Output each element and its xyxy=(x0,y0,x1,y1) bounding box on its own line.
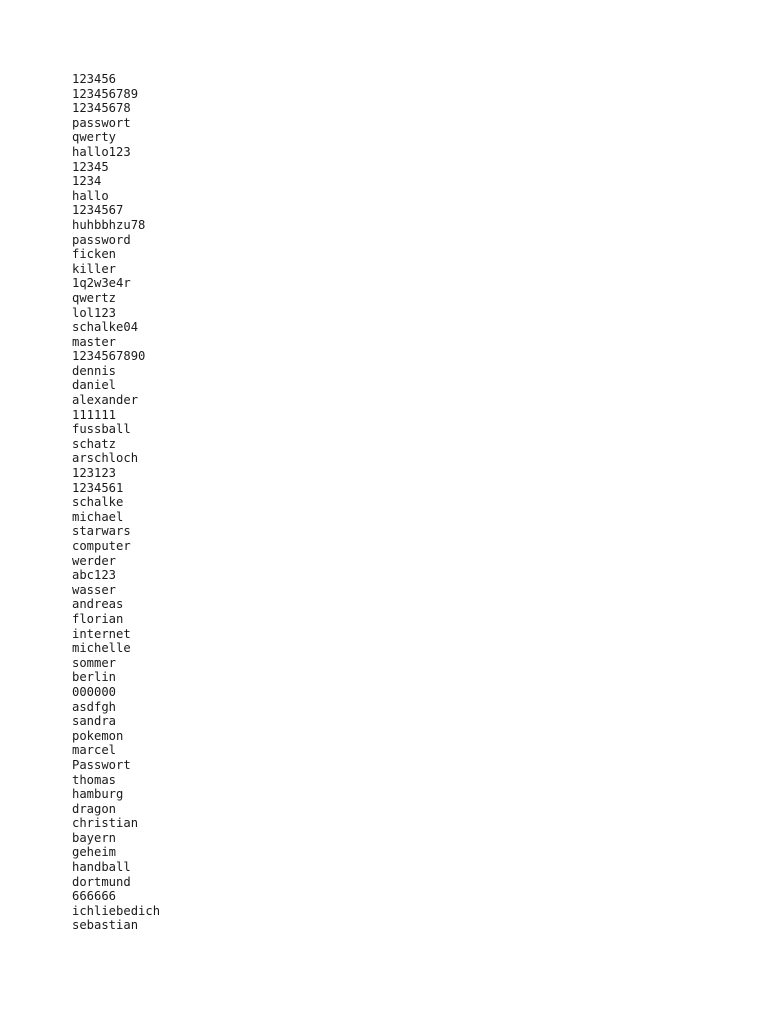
text-line: killer xyxy=(72,261,117,276)
text-line: 111111 xyxy=(72,407,117,422)
text-line: 12345 xyxy=(72,159,109,174)
text-line: christian xyxy=(72,816,139,831)
text-line: alexander xyxy=(72,393,139,408)
text-line: 1234567 xyxy=(72,203,124,218)
text-line: asdfgh xyxy=(72,699,117,714)
text-line: dortmund xyxy=(72,874,131,889)
text-line: michael xyxy=(72,509,124,524)
text-line: 1234567890 xyxy=(72,349,146,364)
text-line: fussball xyxy=(72,422,131,437)
text-line: schatz xyxy=(72,436,117,451)
text-line: geheim xyxy=(72,845,117,860)
text-line: sommer xyxy=(72,655,117,670)
text-line: michelle xyxy=(72,641,131,656)
text-line: qwerty xyxy=(72,130,117,145)
text-line: hamburg xyxy=(72,787,124,802)
text-line: dragon xyxy=(72,801,117,816)
text-line: pokemon xyxy=(72,728,124,743)
text-line: daniel xyxy=(72,378,117,393)
text-line: thomas xyxy=(72,772,117,787)
text-line: handball xyxy=(72,860,131,875)
text-line: werder xyxy=(72,553,117,568)
text-line: huhbbhzu78 xyxy=(72,217,146,232)
text-line: hallo xyxy=(72,188,109,203)
text-line: sandra xyxy=(72,714,117,729)
text-line: abc123 xyxy=(72,568,117,583)
text-line: 1q2w3e4r xyxy=(72,276,131,291)
text-line: 123123 xyxy=(72,466,117,481)
text-line: dennis xyxy=(72,363,117,378)
text-line: computer xyxy=(72,539,131,553)
text-line: Passwort xyxy=(72,757,131,772)
text-line: password xyxy=(72,232,131,247)
text-line: wasser xyxy=(72,582,117,597)
text-line: hallo123 xyxy=(72,144,131,159)
text-line: internet xyxy=(72,626,131,641)
text-line: qwertz xyxy=(72,290,117,305)
text-line: passwort xyxy=(72,115,131,130)
text-line: andreas xyxy=(72,597,124,612)
text-line: lol123 xyxy=(72,305,117,320)
text-line: schalke xyxy=(72,495,124,510)
text-line: 12345678 xyxy=(72,101,131,116)
text-line: marcel xyxy=(72,743,117,758)
text-line: schalke04 xyxy=(72,320,139,335)
text-line: 123456 xyxy=(72,72,117,86)
text-line: sebastian xyxy=(72,918,139,933)
text-line: master xyxy=(72,334,117,349)
text-line: 666666 xyxy=(72,889,117,904)
text-line: ichliebedich xyxy=(72,903,161,918)
text-line: ficken xyxy=(72,247,117,262)
text-line: 1234561 xyxy=(72,480,124,495)
text-line: 123456789 xyxy=(72,86,139,101)
text-line: berlin xyxy=(72,670,117,685)
text-line: bayern xyxy=(72,830,117,845)
text-line: 000000 xyxy=(72,684,117,699)
text-line: 1234 xyxy=(72,174,102,189)
text-line: starwars xyxy=(72,524,131,539)
text-line: florian xyxy=(72,611,124,626)
text-line-list xyxy=(72,72,160,933)
text-line: arschloch xyxy=(72,451,139,466)
